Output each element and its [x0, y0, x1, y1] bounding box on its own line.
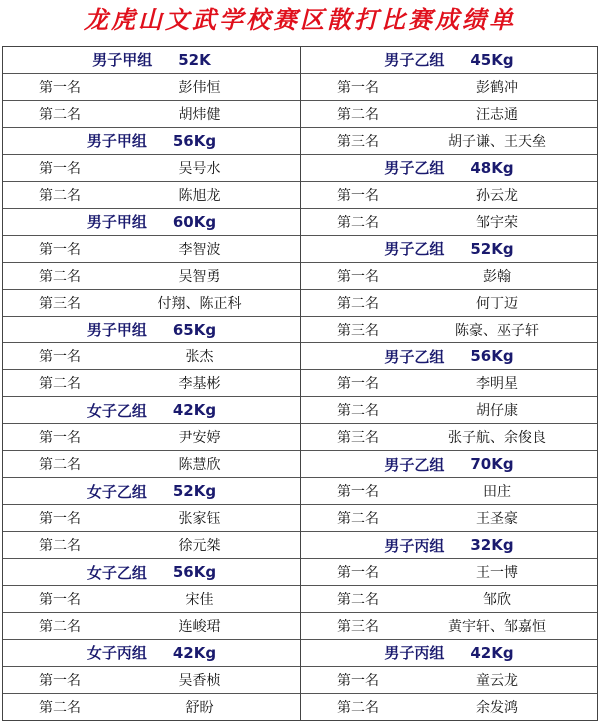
- athlete-name: 陈旭龙: [178, 187, 221, 204]
- weight-class-label: 48Kg: [470, 158, 514, 177]
- rank-label: 第二名: [39, 106, 81, 123]
- rank-label: 第一名: [337, 79, 379, 96]
- result-row: [301, 478, 597, 505]
- athlete-name: 胡子谦、王天垒: [448, 133, 546, 150]
- results-table: [2, 46, 598, 721]
- rank-label: 第一名: [337, 484, 379, 501]
- result-row: [3, 263, 300, 290]
- rank-label: 第一名: [39, 349, 81, 366]
- athlete-name: 张杰: [185, 349, 214, 366]
- division-header: [3, 209, 300, 236]
- results-column-right: [300, 47, 597, 720]
- athlete-name: 胡仔康: [476, 403, 518, 420]
- division-label: 男子乙组: [384, 51, 445, 70]
- weight-class-label: 42Kg: [172, 643, 217, 662]
- rank-label: 第一名: [337, 376, 379, 393]
- result-row: [3, 451, 300, 478]
- rank-label: 第三名: [337, 618, 379, 635]
- weight-class-label: 42Kg: [172, 401, 217, 420]
- weight-class-label: 32Kg: [470, 536, 514, 555]
- result-row: [301, 559, 597, 586]
- result-row: [3, 74, 300, 101]
- division-label: 男子乙组: [384, 159, 445, 178]
- result-row: [3, 101, 300, 128]
- division-header: [3, 128, 300, 155]
- result-row: [3, 613, 300, 640]
- athlete-name: 张子航、余俊良: [448, 430, 546, 447]
- rank-label: 第一名: [39, 241, 81, 258]
- division-header: [3, 47, 300, 74]
- athlete-name: 李明星: [476, 376, 518, 393]
- athlete-name: 田庄: [483, 484, 511, 501]
- athlete-name: 付翔、陈正科: [157, 295, 242, 312]
- division-label: 女子乙组: [86, 563, 147, 582]
- weight-class-label: 70Kg: [470, 455, 514, 474]
- division-header: [3, 640, 300, 667]
- athlete-name: 童云龙: [476, 672, 518, 689]
- weight-class-label: 56Kg: [172, 563, 217, 582]
- result-row: [3, 694, 300, 720]
- rank-label: 第一名: [337, 672, 379, 689]
- result-row: [3, 236, 300, 263]
- rank-label: 第二名: [337, 699, 379, 716]
- rank-label: 第三名: [39, 295, 81, 312]
- result-row: [301, 128, 597, 155]
- athlete-name: 王一博: [476, 565, 518, 582]
- athlete-name: 徐元桀: [178, 538, 221, 555]
- athlete-name: 何丁迈: [476, 295, 518, 312]
- athlete-name: 尹安婷: [178, 430, 221, 447]
- page-title: 龙虎山文武学校赛区散打比赛成绩单: [84, 5, 516, 34]
- rank-label: 第二名: [39, 268, 81, 285]
- result-row: [301, 586, 597, 613]
- athlete-name: 陈豪、巫子轩: [455, 322, 539, 339]
- rank-label: 第三名: [337, 322, 379, 339]
- rank-label: 第二名: [39, 457, 81, 474]
- rank-label: 第二名: [39, 376, 81, 393]
- result-row: [301, 290, 597, 317]
- division-header: [3, 478, 300, 505]
- result-row: [3, 505, 300, 532]
- athlete-name: 连峻珺: [178, 618, 221, 635]
- athlete-name: 邹欣: [483, 592, 511, 609]
- rank-label: 第一名: [39, 592, 81, 609]
- weight-class-label: 52Kg: [470, 239, 514, 258]
- division-header: [301, 47, 597, 74]
- result-row: [301, 667, 597, 694]
- rank-label: 第一名: [337, 268, 379, 285]
- result-row: [301, 505, 597, 532]
- athlete-name: 彭鹤冲: [476, 79, 518, 96]
- result-row: [3, 667, 300, 694]
- division-header: [3, 397, 300, 424]
- result-row: [3, 370, 300, 397]
- rank-label: 第二名: [39, 187, 81, 204]
- results-column-left: [3, 47, 300, 720]
- rank-label: 第二名: [337, 511, 379, 528]
- athlete-name: 胡炜健: [178, 106, 221, 123]
- result-row: [301, 397, 597, 424]
- rank-label: 第一名: [39, 511, 81, 528]
- athlete-name: 吴号水: [178, 160, 221, 177]
- athlete-name: 李智波: [178, 241, 221, 258]
- division-label: 男子甲组: [92, 51, 153, 70]
- weight-class-label: 52Kg: [172, 482, 217, 501]
- result-row: [301, 694, 597, 720]
- division-label: 男子乙组: [384, 455, 445, 474]
- rank-label: 第一名: [39, 430, 81, 447]
- result-row: [3, 343, 300, 370]
- result-row: [3, 532, 300, 559]
- result-row: [3, 155, 300, 182]
- result-row: [301, 370, 597, 397]
- division-label: 男子丙组: [384, 536, 445, 555]
- athlete-name: 吴香桢: [178, 672, 221, 689]
- division-header: [301, 532, 597, 559]
- weight-class-label: 45Kg: [470, 50, 514, 69]
- rank-label: 第二名: [39, 618, 81, 635]
- division-label: 男子乙组: [384, 347, 445, 366]
- result-row: [301, 209, 597, 236]
- athlete-name: 黄宇轩、邹嘉恒: [448, 618, 546, 635]
- rank-label: 第三名: [337, 430, 379, 447]
- rank-label: 第二名: [39, 699, 81, 716]
- result-row: [301, 263, 597, 290]
- athlete-name: 宋佳: [185, 592, 214, 609]
- division-header: [3, 317, 300, 344]
- rank-label: 第一名: [39, 160, 81, 177]
- athlete-name: 王圣豪: [476, 511, 518, 528]
- athlete-name: 邹宇荣: [476, 214, 518, 231]
- weight-class-label: 60Kg: [172, 212, 217, 231]
- division-label: 女子乙组: [86, 401, 147, 420]
- athlete-name: 汪志通: [476, 106, 518, 123]
- division-header: [301, 236, 597, 263]
- athlete-name: 舒盼: [185, 699, 214, 716]
- division-label: 女子丙组: [86, 644, 147, 663]
- result-row: [301, 424, 597, 451]
- result-row: [301, 182, 597, 209]
- result-row: [301, 613, 597, 640]
- division-label: 男子乙组: [384, 240, 445, 259]
- result-row: [3, 586, 300, 613]
- athlete-name: 张家钰: [178, 511, 221, 528]
- result-row: [3, 424, 300, 451]
- rank-label: 第二名: [337, 592, 379, 609]
- result-row: [3, 182, 300, 209]
- result-row: [301, 74, 597, 101]
- athlete-name: 孙云龙: [476, 187, 518, 204]
- division-label: 男子丙组: [384, 644, 445, 663]
- weight-class-label: 56Kg: [172, 131, 217, 150]
- rank-label: 第二名: [337, 214, 379, 231]
- division-header: [3, 559, 300, 586]
- weight-class-label: 65Kg: [172, 320, 217, 339]
- weight-class-label: 52K: [178, 50, 211, 69]
- athlete-name: 陈慧欣: [178, 457, 221, 474]
- rank-label: 第二名: [39, 538, 81, 555]
- athlete-name: 余发鸿: [476, 699, 518, 716]
- rank-label: 第一名: [39, 79, 81, 96]
- division-label: 男子甲组: [86, 321, 147, 339]
- result-row: [3, 290, 300, 317]
- result-row: [301, 101, 597, 128]
- division-label: 男子甲组: [86, 213, 147, 232]
- result-row: [301, 317, 597, 344]
- rank-label: 第一名: [39, 672, 81, 689]
- division-header: [301, 343, 597, 370]
- athlete-name: 李基彬: [178, 376, 221, 393]
- division-label: 男子甲组: [86, 132, 147, 151]
- division-header: [301, 155, 597, 182]
- division-header: [301, 640, 597, 667]
- division-header: [301, 451, 597, 478]
- athlete-name: 彭伟恒: [178, 79, 221, 96]
- division-label: 女子乙组: [86, 482, 147, 501]
- rank-label: 第三名: [337, 133, 379, 150]
- athlete-name: 彭翰: [483, 268, 511, 285]
- rank-label: 第二名: [337, 106, 379, 123]
- weight-class-label: 56Kg: [470, 347, 514, 366]
- rank-label: 第二名: [337, 295, 379, 312]
- athlete-name: 吴智勇: [178, 268, 221, 285]
- weight-class-label: 42Kg: [470, 643, 514, 662]
- rank-label: 第一名: [337, 565, 379, 582]
- rank-label: 第一名: [337, 187, 379, 204]
- rank-label: 第二名: [337, 403, 379, 420]
